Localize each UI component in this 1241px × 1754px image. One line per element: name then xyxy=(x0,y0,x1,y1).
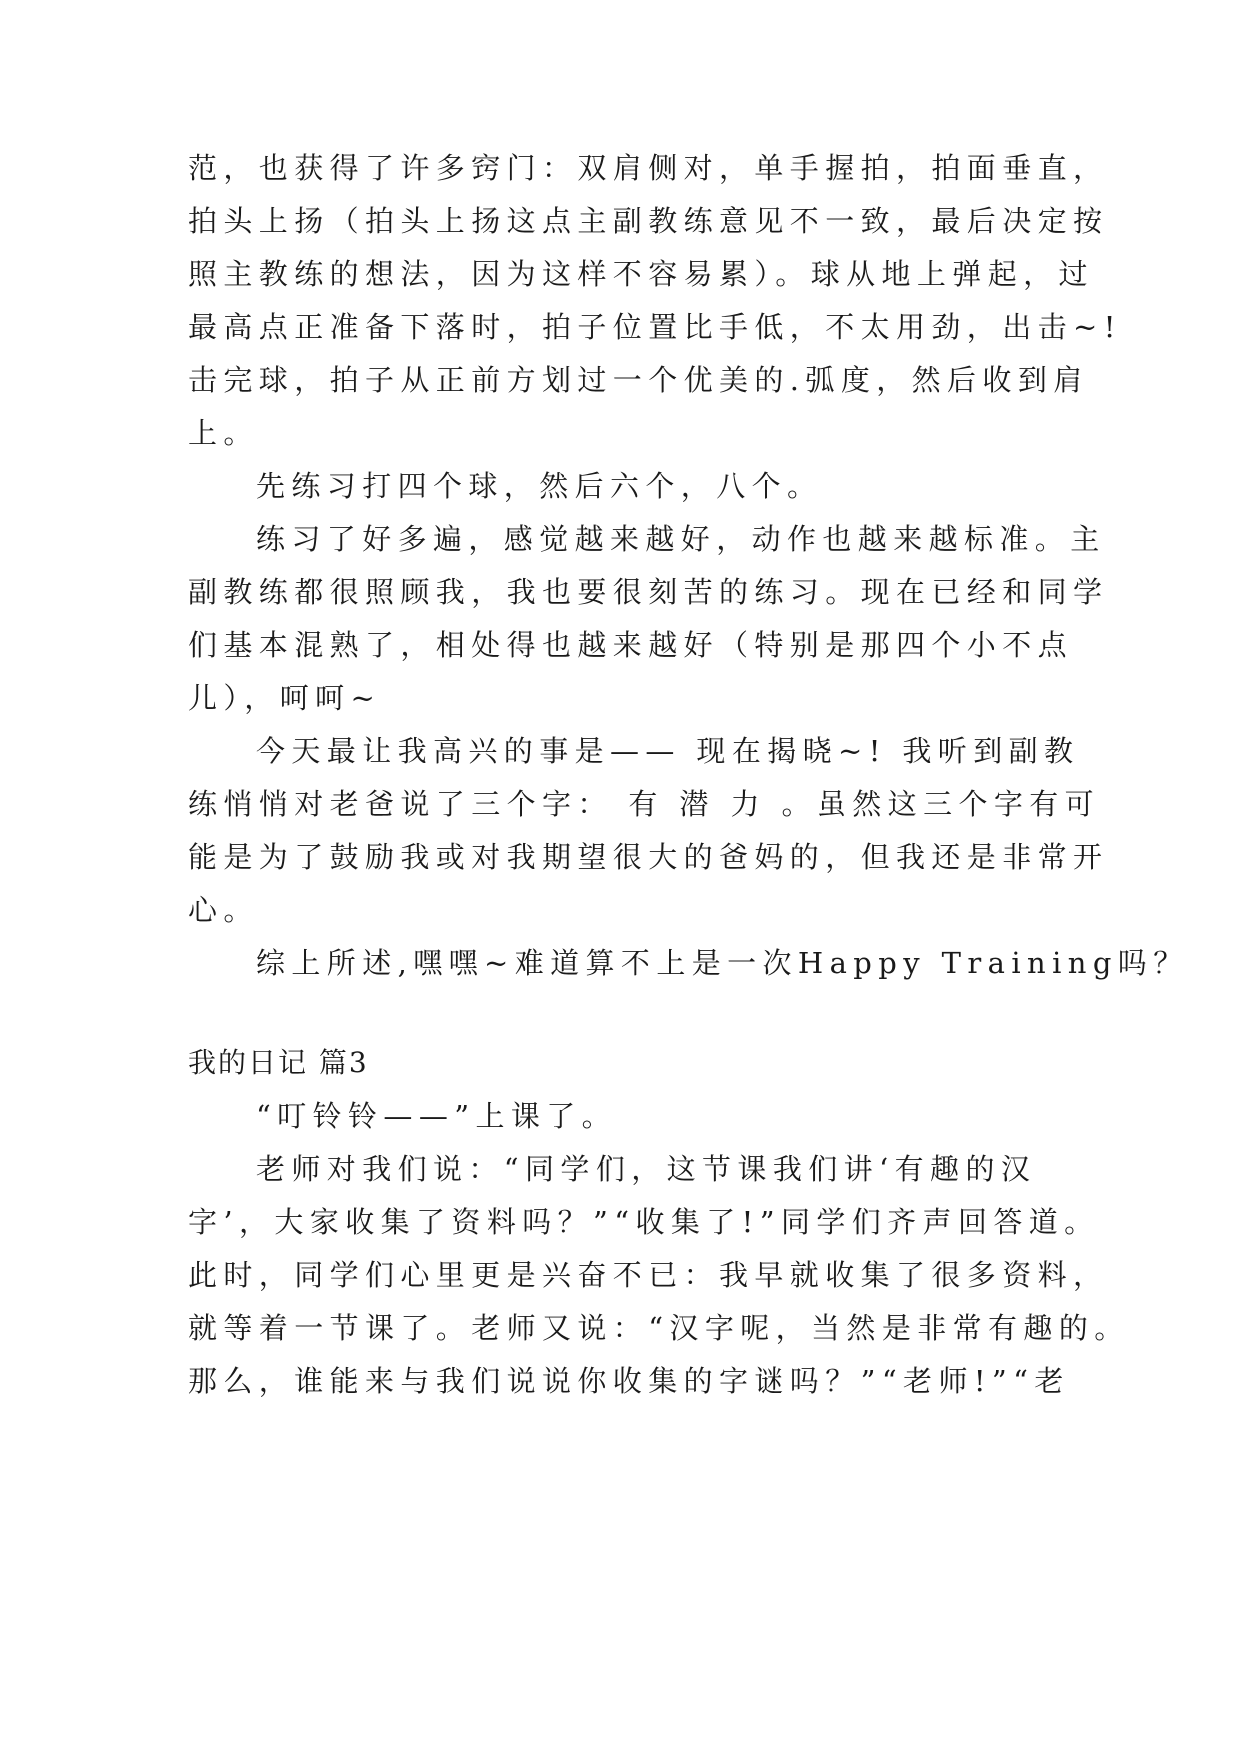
text-line: 综上所述,嘿嘿~难道算不上是一次Happy Training吗？ xyxy=(256,946,1189,980)
text-line: 心。 xyxy=(188,893,259,927)
section-title: 我的日记 篇3 xyxy=(188,1046,369,1079)
text-line: 先练习打四个球，然后六个，八个。 xyxy=(256,469,823,503)
text-line: 那么，谁能来与我们说说你收集的字谜吗？”“老师!”“老 xyxy=(188,1364,1070,1398)
text-line: 练悄悄对老爸说了三个字： 有 潜 力 。虽然这三个字有可 xyxy=(188,787,1101,821)
text-line: 字’，大家收集了资料吗？”“收集了!”同学们齐声回答道。 xyxy=(188,1205,1100,1239)
text-line: 能是为了鼓励我或对我期望很大的爸妈的，但我还是非常开 xyxy=(188,840,1109,874)
text-line: 此时，同学们心里更是兴奋不已：我早就收集了很多资料， xyxy=(188,1258,1109,1292)
text-line: 拍头上扬（拍头上扬这点主副教练意见不一致，最后决定按 xyxy=(188,204,1109,238)
text-line: 老师对我们说：“同学们，这节课我们讲‘有趣的汉 xyxy=(256,1152,1037,1186)
text-line: 练习了好多遍，感觉越来越好，动作也越来越标准。主 xyxy=(256,522,1106,556)
text-line: 就等着一节课了。老师又说：“汉字呢，当然是非常有趣的。 xyxy=(188,1311,1130,1345)
text-line: 副教练都很照顾我，我也要很刻苦的练习。现在已经和同学 xyxy=(188,575,1109,609)
text-line: 范，也获得了许多窍门：双肩侧对，单手握拍，拍面垂直， xyxy=(188,151,1109,185)
text-line: “叮铃铃——”上课了。 xyxy=(256,1099,618,1133)
text-line: 击完球，拍子从正前方划过一个优美的.弧度，然后收到肩 xyxy=(188,363,1089,397)
text-line: 照主教练的想法，因为这样不容易累）。球从地上弹起，过 xyxy=(188,257,1094,291)
text-line: 今天最让我高兴的事是—— 现在揭晓~! 我听到副教 xyxy=(256,734,1080,768)
text-line: 们基本混熟了，相处得也越来越好（特别是那四个小不点 xyxy=(188,628,1074,662)
text-line: 最高点正准备下落时，拍子位置比手低，不太用劲，出击~! xyxy=(188,310,1122,344)
text-line: 儿），呵呵~ xyxy=(188,681,382,715)
text-line: 上。 xyxy=(188,416,259,450)
